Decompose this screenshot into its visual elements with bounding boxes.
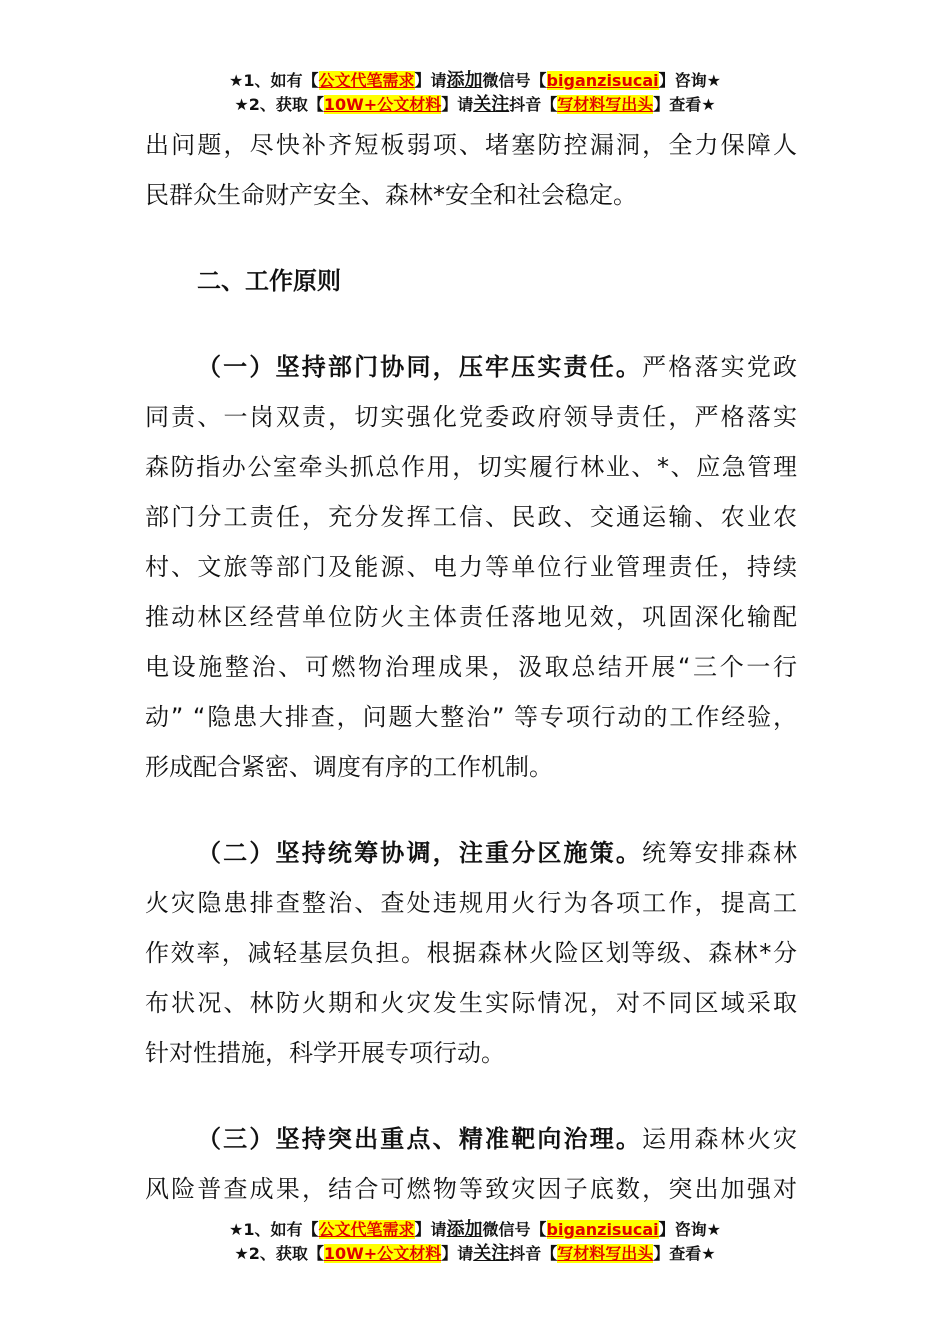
text: ★2、获取【 [234,95,324,114]
highlight: biganzisucai [546,71,659,90]
banner-line-1 [0,69,950,93]
ad-banner-bottom [0,1218,950,1266]
text-line: 推动林区经营单位防火主体责任落地见效，巩固深化输配 [145,603,797,631]
text: ★1、如有【 [229,71,319,90]
paragraph-2 [145,828,797,1078]
text: 】请 [414,71,447,90]
text-line [145,1114,797,1164]
highlight: 写材料写出头 [557,1244,654,1263]
banner-line-2 [0,1242,950,1266]
text: 】请 [414,1220,447,1239]
text: 运用森林火灾 [642,1125,798,1153]
text-line: 形成配合紧密、调度有序的工作机制。 [145,753,553,781]
text: 】查看★ [653,1244,716,1263]
text: 微信号【 [482,71,547,90]
banner-line-1 [0,1218,950,1242]
text: 微信号【 [482,1220,547,1239]
text: 严格落实党政 [642,353,798,381]
text: 抖音【 [509,1244,558,1263]
text: 抖音【 [509,95,558,114]
emphasis: 关注 [473,1243,510,1264]
text: 】请 [441,1244,474,1263]
highlight: 10W+公文材料 [323,95,442,114]
banner-line-2 [0,93,950,117]
emphasis: 添加 [446,70,483,91]
paragraph-lead: （二）坚持统筹协调，注重分区施策。 [197,839,643,867]
highlight: 公文代笔需求 [318,71,415,90]
emphasis: 关注 [473,94,510,115]
highlight: 10W+公文材料 [323,1244,442,1263]
text-line: 动” “隐患大排查，问题大整治” 等专项行动的工作经验， [145,703,797,731]
document-body [145,120,797,1214]
emphasis: 添加 [446,1219,483,1240]
text: 统筹安排森林 [642,839,798,867]
ad-banner-top [0,69,950,117]
text: 】咨询★ [658,1220,721,1239]
paragraph-3 [145,1114,797,1214]
paragraph-1 [145,342,797,792]
paragraph-lead: （三）坚持突出重点、精准靶向治理。 [197,1125,643,1153]
text-line: 村、文旅等部门及能源、电力等单位行业管理责任，持续 [145,553,797,581]
section-heading: 二、工作原则 [197,267,341,295]
text: ★1、如有【 [229,1220,319,1239]
text: 】咨询★ [658,71,721,90]
text-line [145,828,797,878]
paragraph-lead: （一）坚持部门协同，压牢压实责任。 [197,353,643,381]
text-line: 风险普查成果，结合可燃物等致灾因子底数，突出加强对 [145,1175,797,1203]
text-line: 针对性措施，科学开展专项行动。 [145,1039,505,1067]
highlight: 公文代笔需求 [318,1220,415,1239]
text: ★2、获取【 [234,1244,324,1263]
intro-paragraph [145,120,797,220]
highlight: 写材料写出头 [557,95,654,114]
text: 】查看★ [653,95,716,114]
text-line [145,342,797,392]
highlight: biganzisucai [546,1220,659,1239]
text-line: 火灾隐患排查整治、查处违规用火行为各项工作，提高工 [145,889,797,917]
text-line: 电设施整治、可燃物治理成果，汲取总结开展“三个一行 [145,653,797,681]
text-line: 部门分工责任，充分发挥工信、民政、交通运输、农业农 [145,503,797,531]
text: 】请 [441,95,474,114]
text-line: 森防指办公室牵头抓总作用，切实履行林业、*、应急管理 [145,453,797,481]
text-line: 出问题，尽快补齐短板弱项、堵塞防控漏洞，全力保障人 [145,131,797,159]
text-line: 布状况、林防火期和火灾发生实际情况，对不同区域采取 [145,989,797,1017]
text-line: 作效率，减轻基层负担。根据森林火险区划等级、森林*分 [145,939,797,967]
text-line: 同责、一岗双责，切实强化党委政府领导责任，严格落实 [145,403,797,431]
text-line: 民群众生命财产安全、森林*安全和社会稳定。 [145,181,637,209]
